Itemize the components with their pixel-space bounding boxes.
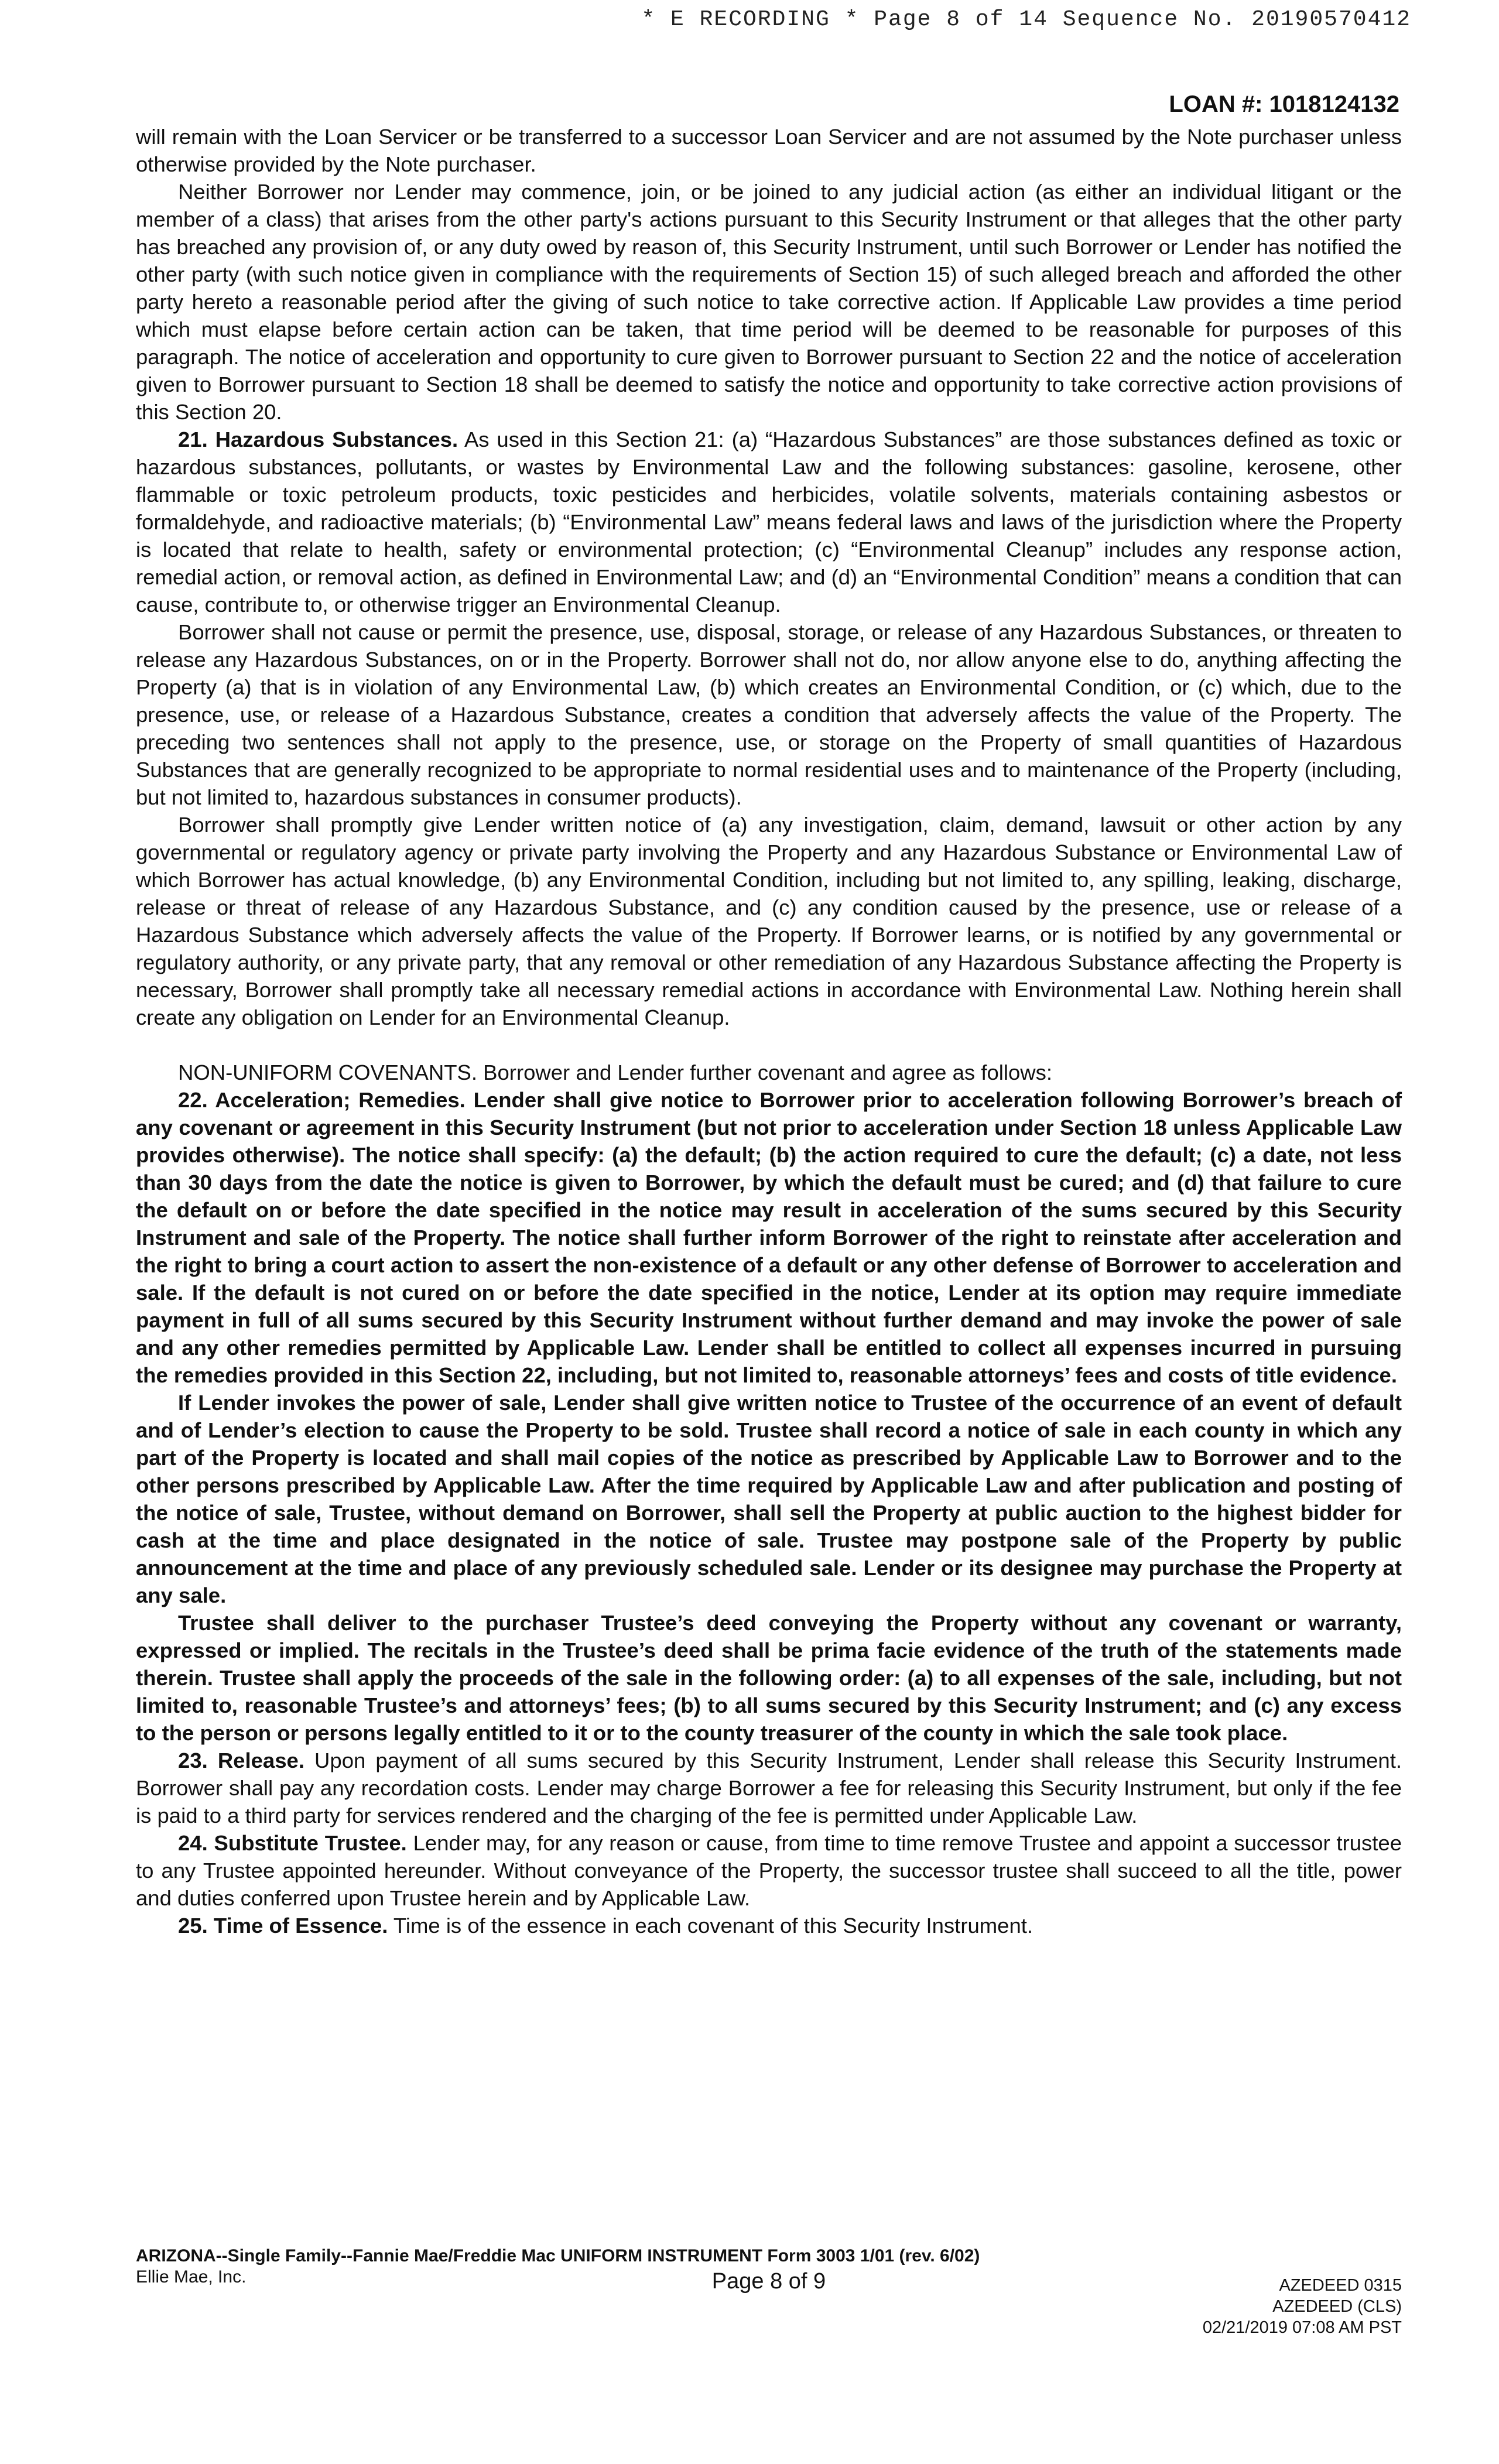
section-22-power-of-sale: If Lender invokes the power of sale, Lender shall give written notice to Trustee of the occurrence of an event of default and of Lender’s election to cause the Property to be sold. Trustee shall record a notice of sale in each county in which any part of the Property is located and shall mail copies of the notice as prescribed by Applicable Law to Borrower and to the other persons prescribed by Applicable Law. After the time required by Applicable Law and after publication and posting of the notice of sale, Trustee, without demand on Borrower, shall sell the Property at public auction to the highest bidder for cash at the time and place designated in the notice of sale. Trustee may postpone sale of the Property by public announcement at the time and place of any previously scheduled sale. Lender or its designee may purchase the Property at any sale.: [136, 1391, 1402, 1607]
loan-number: LOAN #: 1018124132: [1169, 91, 1399, 117]
footer-company: Ellie Mae, Inc.: [136, 2267, 247, 2287]
section-25-text: Time is of the essence in each covenant of this Security Instrument.: [388, 1914, 1033, 1938]
section-24-substitute-trustee: [136, 1829, 1402, 1912]
section-24-heading: 24. Substitute Trustee.: [178, 1831, 407, 1855]
paragraph-loan-servicer: will remain with the Loan Servicer or be transferred to a successor Loan Servicer and are not assumed by the Note purchaser unless otherwise provided by the Note purchaser.: [136, 125, 1402, 176]
footer-timestamp: 02/21/2019 07:08 AM PST: [1202, 2318, 1402, 2337]
section-23-text: Upon payment of all sums secured by this Security Instrument, Lender shall release this Security Instrument. Borrower shall pay any recordation costs. Lender may charge Borrower a fee for releasing this Security Instrument, but only if the fee is paid to a third party for services rendered and the charging of the fee is permitted under Applicable Law.: [136, 1748, 1402, 1828]
section-21-hazardous-substances: [136, 426, 1402, 618]
section-23-release: [136, 1747, 1402, 1829]
paragraph-21-notice: Borrower shall promptly give Lender written notice of (a) any investigation, claim, demand, lawsuit or other action by any governmental or regulatory agency or private party involving the Property and any Hazardous Substance or Environmental Law of which Borrower has actual knowledge, (b) any Environmental Condition, including but not limited to, any spilling, leaking, discharge, release or threat of release of any Hazardous Substance, and (c) any condition caused by the presence, use or release of a Hazardous Substance which adversely affects the value of the Property. If Borrower learns, or is notified by any governmental or regulatory authority, or any private party, that any removal or other remediation of any Hazardous Substance affecting the Property is necessary, Borrower shall promptly take all necessary remedial actions in accordance with Environmental Law. Nothing herein shall create any obligation on Lender for an Environmental Cleanup.: [136, 813, 1402, 1029]
footer-codes: [1203, 2275, 1402, 2338]
footer-code-1: AZEDEED 0315: [1279, 2276, 1402, 2295]
section-23-heading: 23. Release.: [178, 1748, 304, 1772]
section-22-trustee-deed: Trustee shall deliver to the purchaser Trustee’s deed conveying the Property without any covenant or warranty, expressed or implied. The recitals in the Trustee’s deed shall be prima facie evidence of the truth of the statements made therein. Trustee shall apply the proceeds of the sale in the following order: (a) to all expenses of the sale, including, but not limited to, reasonable Trustee’s and attorneys’ fees; (b) to all sums secured by this Security Instrument; and (c) any excess to the person or persons legally entitled to it or to the county treasurer of the county in which the sale took place.: [136, 1611, 1402, 1745]
page-footer: [136, 2246, 1402, 2339]
section-25-heading: 25. Time of Essence.: [178, 1914, 388, 1938]
footer-code-2: AZEDEED (CLS): [1272, 2297, 1402, 2316]
paragraph-21-presence: Borrower shall not cause or permit the presence, use, disposal, storage, or release of any Hazardous Substances, or threaten to release any Hazardous Substances, on or in the Property. Borrower shall not do, nor allow anyone else to do, anything affecting the Property (a) that is in violation of any Environmental Law, (b) which creates an Environmental Condition, or (c) which, due to the presence, use, or release of a Hazardous Substance, creates a condition that adversely affects the value of the Property. The preceding two sentences shall not apply to the presence, use, or storage on the Property of small quantities of Hazardous Substances that are generally recognized to be appropriate to normal residential uses and to maintenance of the Property (including, but not limited to, hazardous substances in consumer products).: [136, 620, 1402, 809]
section-25-time-of-essence: [136, 1912, 1402, 1939]
recording-header: * E RECORDING * Page 8 of 14 Sequence No. 20190570412: [641, 7, 1411, 32]
document-body: [136, 123, 1402, 1939]
section-21-text: As used in this Section 21: (a) “Hazardous Substances” are those substances defined as toxic or hazardous substances, pollutants, or wastes by Environmental Law and the following substances: gasoline, kerosene, other flammable or toxic petroleum products, toxic pesticides and herbicides, volatile solvents, materials containing asbestos or formaldehyde, and radioactive materials; (b) “Environmental Law” means federal laws and laws of the jurisdiction where the Property is located that relate to health, safety or environmental protection; (c) “Environmental Cleanup” includes any response action, remedial action, or removal action, as defined in Environmental Law; and (d) an “Environmental Condition” means a condition that can cause, contribute to, or otherwise trigger an Environmental Cleanup.: [136, 427, 1402, 617]
paragraph-judicial-action: Neither Borrower nor Lender may commence, join, or be joined to any judicial action (as either an individual litigant or the member of a class) that arises from the other party's actions pursuant to this Security Instrument or that alleges that the other party has breached any provision of, or any duty owed by reason of, this Security Instrument, until such Borrower or Lender has notified the other party (with such notice given in compliance with the requirements of Section 15) of such alleged breach and afforded the other party hereto a reasonable period after the giving of such notice to take corrective action. If Applicable Law provides a time period which must elapse before certain action can be taken, that time period will be deemed to be reasonable for purposes of this paragraph. The notice of acceleration and opportunity to cure given to Borrower pursuant to Section 22 and the notice of acceleration given to Borrower pursuant to Section 18 shall be deemed to satisfy the notice and opportunity to take corrective action provisions of this Section 20.: [136, 180, 1402, 424]
section-21-heading: 21. Hazardous Substances.: [178, 427, 458, 451]
footer-page-number: Page 8 of 9: [711, 2269, 826, 2294]
section-22-acceleration: 22. Acceleration; Remedies. Lender shall give notice to Borrower prior to acceleration following Borrower’s breach of any covenant or agreement in this Security Instrument (but not prior to acceleration under Section 18 unless Applicable Law provides otherwise). The notice shall specify: (a) the default; (b) the action required to cure the default; (c) a date, not less than 30 days from the date the notice is given to Borrower, by which the default must be cured; and (d) that failure to cure the default on or before the date specified in the notice may result in acceleration of the sums secured by this Security Instrument and sale of the Property. The notice shall further inform Borrower of the right to reinstate after acceleration and the right to bring a court action to assert the non-existence of a default or any other defense of Borrower to acceleration and sale. If the default is not cured on or before the date specified in the notice, Lender at its option may require immediate payment in full of all sums secured by this Security Instrument without further demand and may invoke the power of sale and any other remedies permitted by Applicable Law. Lender shall be entitled to collect all expenses incurred in pursuing the remedies provided in this Section 22, including, but not limited to, reasonable attorneys’ fees and costs of title evidence.: [136, 1088, 1402, 1387]
footer-form-title: ARIZONA--Single Family--Fannie Mae/Freddie Mac UNIFORM INSTRUMENT Form 3003 1/01 (rev. 6/02): [136, 2246, 980, 2265]
non-uniform-covenants: NON-UNIFORM COVENANTS. Borrower and Lender further covenant and agree as follows:: [178, 1060, 1053, 1084]
section-24-text: Lender may, for any reason or cause, from time to time remove Trustee and appoint a successor trustee to any Trustee appointed hereunder. Without conveyance of the Property, the successor trustee shall succeed to all the title, power and duties conferred upon Trustee herein and by Applicable Law.: [136, 1831, 1402, 1910]
